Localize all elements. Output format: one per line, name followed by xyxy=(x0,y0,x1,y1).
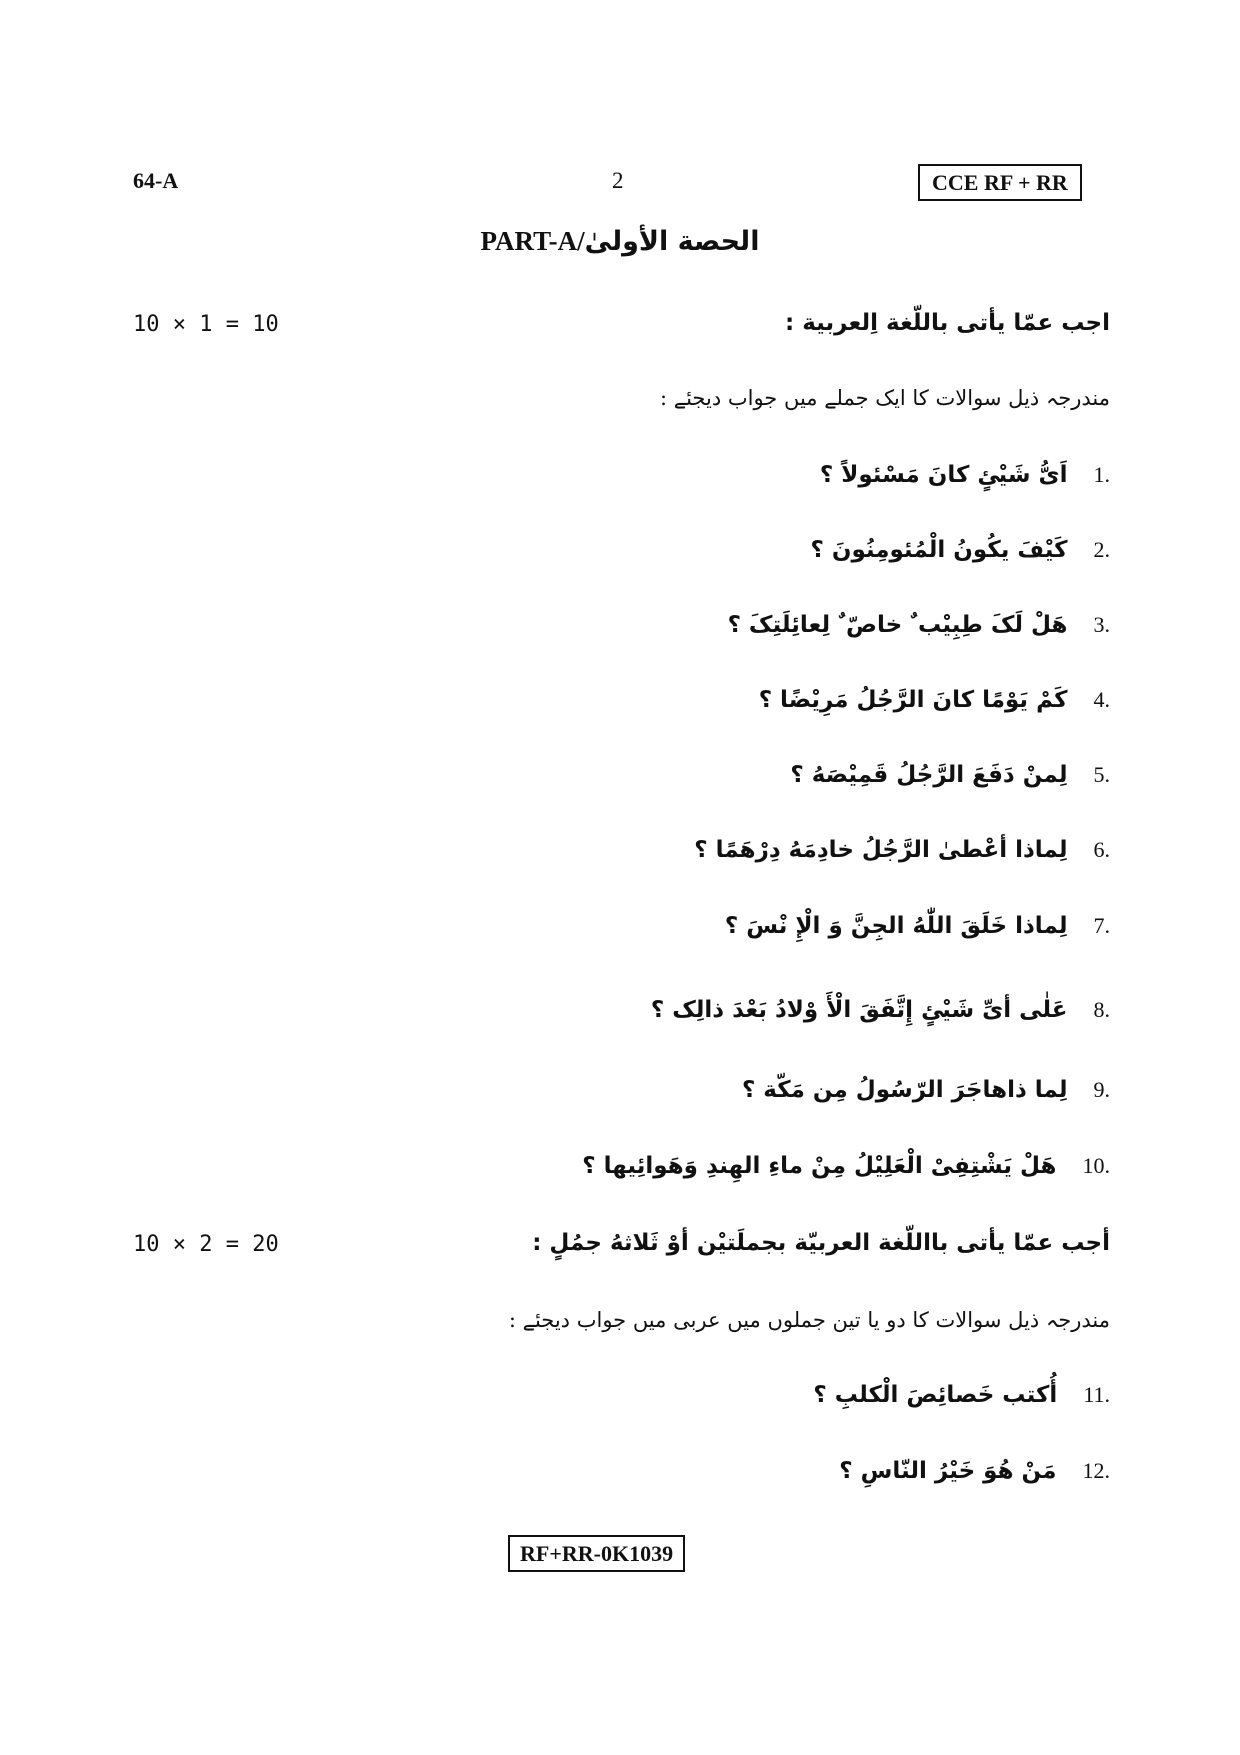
question-7 xyxy=(725,913,1110,939)
question-text: مَنْ هُوَ خَيْرُ النّاسِ ؟ xyxy=(839,1458,1057,1484)
section2-instruction-arabic: أجب عمّا يأتی بااللّغة العربيّة بجملَتيْن أوْ ثَلاثهُ جمُلٍ : xyxy=(532,1230,1110,1256)
question-text: لِماذا أعْطىٰ الرَّجُلُ خادِمَهُ دِرْهَمًا ؟ xyxy=(694,837,1068,863)
question-9 xyxy=(742,1077,1110,1103)
question-11 xyxy=(813,1382,1110,1408)
part-title-separator: / xyxy=(577,226,585,256)
question-text: اَیُّ شَیْئٍ كانَ مَسْئولاً ؟ xyxy=(819,462,1068,488)
question-4 xyxy=(759,687,1110,713)
section2-instruction-urdu: مندرجہ ذیل سوالات کا دو یا تین جملوں میں عربی میں جواب دیجئے : xyxy=(508,1308,1110,1332)
question-text: عَلٰی أیِّ شَيْئٍ إِتَّفَقَ الْأَ وْلادُ بَعْدَ ذالِک ؟ xyxy=(650,997,1068,1023)
question-2 xyxy=(810,537,1110,563)
question-number: 2. xyxy=(1093,537,1110,562)
question-number: 1. xyxy=(1093,462,1110,487)
part-title-english: PART-A xyxy=(480,226,578,256)
question-number: 4. xyxy=(1093,687,1110,712)
page-number: 2 xyxy=(612,168,624,193)
question-number: 6. xyxy=(1093,837,1110,862)
question-1 xyxy=(820,462,1110,488)
question-number: 8. xyxy=(1093,997,1110,1022)
question-text: كَيْفَ يكُونُ الْمُئومِنُونَ ؟ xyxy=(810,537,1068,563)
question-number: 10. xyxy=(1082,1153,1110,1178)
question-text: هَلْ يَشْتِفِیْ الْعَلِيْلُ مِنْ ماءِ الهِندِ وَهَوائِيها ؟ xyxy=(582,1153,1057,1179)
question-3 xyxy=(728,612,1110,638)
footer-code-box: RF+RR-0K1039 xyxy=(508,1535,685,1572)
part-title xyxy=(0,226,1240,257)
question-text: هَلْ لَکَ طِبِيْب ٌ خاصّ ٌ لِعائِلَتِکَ ؟ xyxy=(727,612,1068,638)
question-12 xyxy=(839,1458,1110,1484)
question-number: 11. xyxy=(1083,1382,1110,1407)
question-text: لِماذا خَلَقَ اللّٰهُ الجِنَّ وَ الْإِ نْسَ ؟ xyxy=(724,913,1068,939)
section1-instruction-urdu: مندرجہ ذیل سوالات کا ایک جملے میں جواب دیجئے : xyxy=(660,386,1110,410)
question-5 xyxy=(790,762,1110,788)
question-text: لِمنْ دَفَعَ الرَّجُلُ قَمِيْصَهُ ؟ xyxy=(790,762,1068,788)
question-number: 9. xyxy=(1093,1077,1110,1102)
question-number: 7. xyxy=(1093,913,1110,938)
section2-marks: 10 × 2 = 20 xyxy=(133,1232,279,1257)
part-title-arabic: الحصة الأولىٰ xyxy=(584,226,760,257)
question-number: 5. xyxy=(1093,762,1110,787)
paper-code: 64-A xyxy=(133,168,179,193)
question-6 xyxy=(694,837,1110,863)
question-text: أُكتب خَصائِصَ الْكلبِ ؟ xyxy=(813,1382,1058,1408)
question-text: كَمْ يَوْمًا كانَ الرَّجُلُ مَرِيْضًا ؟ xyxy=(758,687,1068,713)
question-number: 12. xyxy=(1082,1458,1110,1483)
section1-instruction-arabic: اجب عمّا يأتی باللّغة اِلعربية : xyxy=(785,310,1110,336)
question-text: لِما ذاهاجَرَ الرّسُولُ مِن مَكّة ؟ xyxy=(741,1077,1068,1103)
question-8 xyxy=(651,997,1110,1023)
exam-label-box: CCE RF + RR xyxy=(918,164,1082,201)
question-number: 3. xyxy=(1093,612,1110,637)
section1-marks: 10 × 1 = 10 xyxy=(133,312,279,337)
question-10 xyxy=(582,1153,1110,1179)
